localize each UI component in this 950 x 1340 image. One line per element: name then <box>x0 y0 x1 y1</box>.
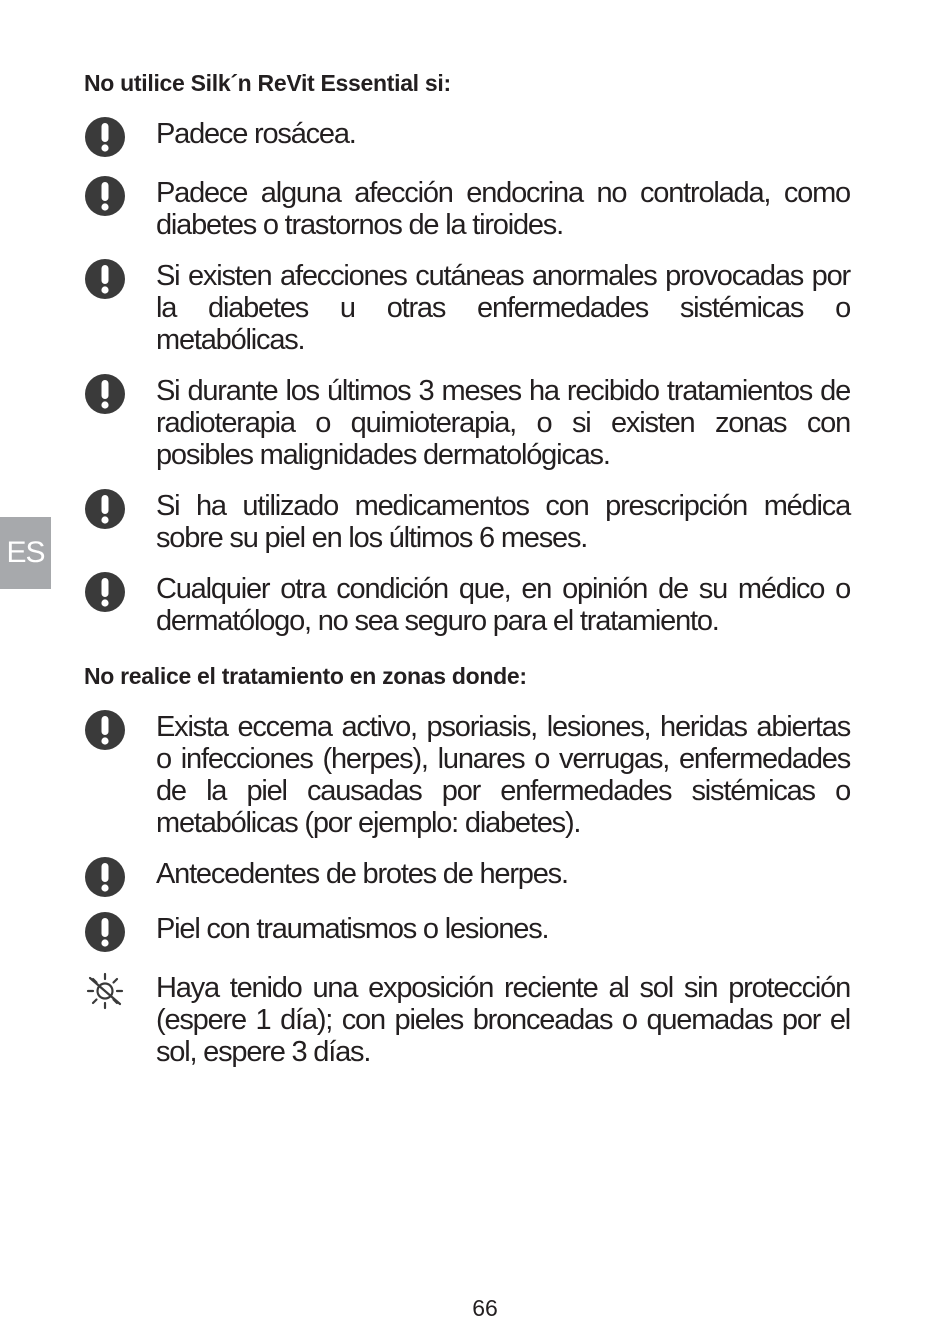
list-item-text: Si existen afecciones cutáneas anormales provocadas por la diabetes u otras enfermedades sistémicas o metabólicas. <box>156 260 850 356</box>
section-heading-avoid-areas: No realice el tratamiento en zonas donde: <box>84 663 527 689</box>
content <box>84 68 850 1087</box>
list-item <box>84 913 850 953</box>
list-item <box>84 118 850 158</box>
section-heading-contraindications: No utilice Silk´n ReVit Essential si: <box>84 70 451 96</box>
page-number: 66 <box>472 1295 498 1321</box>
list-item-text: Padece alguna afección endocrina no controlada, como diabetes o trastornos de la tiroides. <box>156 177 850 241</box>
exclamation-icon <box>84 373 126 415</box>
list-item <box>84 260 850 356</box>
list-item-text: Piel con traumatismos o lesiones. <box>156 913 549 945</box>
exclamation-icon <box>84 911 126 953</box>
list-item-text: Si durante los últimos 3 meses ha recibido tratamientos de radioterapia o quimioterapia, o si existen zonas con posibles malignidades dermatológicas. <box>156 375 850 471</box>
exclamation-icon <box>84 571 126 613</box>
exclamation-icon <box>84 258 126 300</box>
exclamation-icon <box>84 175 126 217</box>
list-item-text: Exista eccema activo, psoriasis, lesiones, heridas abiertas o infecciones (herpes), lunares o verrugas, enfermedades de la piel causadas por enfermedades sistémicas o metabólicas (por ejemplo: diabetes). <box>156 711 850 839</box>
list-item <box>84 375 850 471</box>
no-sun-icon <box>84 970 126 1012</box>
list-item <box>84 858 850 898</box>
list-item-text: Cualquier otra condición que, en opinión de su médico o dermatólogo, no sea seguro para el tratamiento. <box>156 573 850 637</box>
list-item-text: Si ha utilizado medicamentos con prescripción médica sobre su piel en los últimos 6 meses. <box>156 490 850 554</box>
exclamation-icon <box>84 116 126 158</box>
list-item-text: Haya tenido una exposición reciente al sol sin protección (espere 1 día); con pieles bronceadas o quemadas por el sol, espere 3 días. <box>156 972 850 1068</box>
list-item-text: Antecedentes de brotes de herpes. <box>156 858 568 890</box>
exclamation-icon <box>84 488 126 530</box>
list-item <box>84 573 850 637</box>
list-item <box>84 711 850 839</box>
exclamation-icon <box>84 856 126 898</box>
exclamation-icon <box>84 709 126 751</box>
language-tab: ES <box>0 517 51 589</box>
list-item <box>84 972 850 1068</box>
list-item <box>84 490 850 554</box>
list-item-text: Padece rosácea. <box>156 118 356 150</box>
list-item <box>84 177 850 241</box>
